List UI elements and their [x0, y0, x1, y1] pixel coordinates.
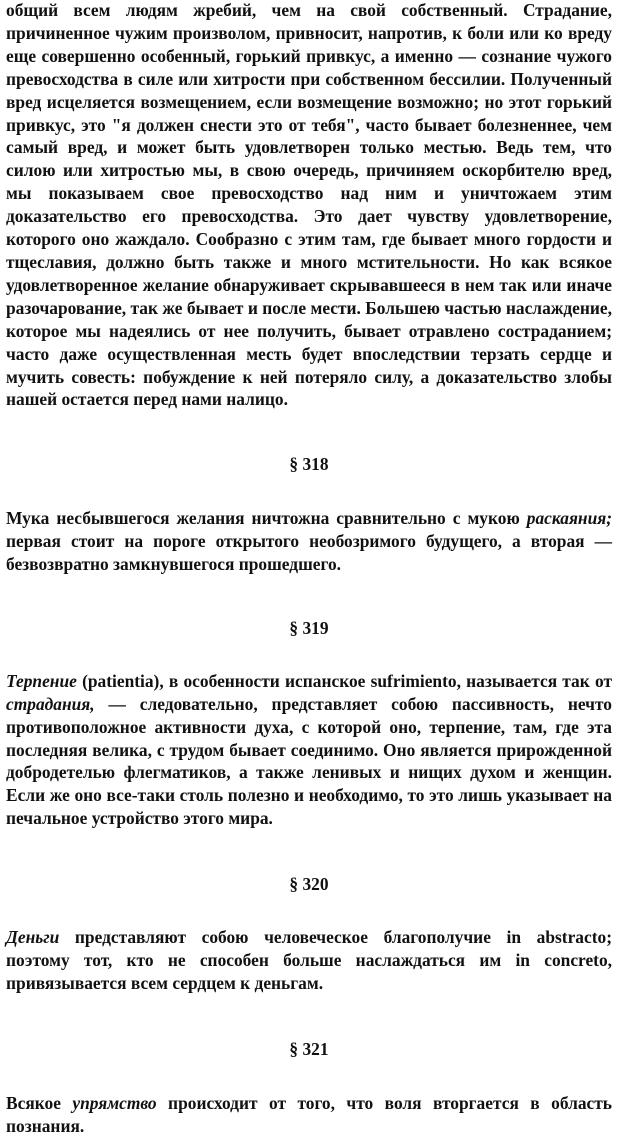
- section-321-text-after: происходит от того, что воля вторгается в область познания.: [6, 1092, 612, 1136]
- section-321-emphasis: упрямство: [72, 1092, 157, 1113]
- section-319-paragraph: [6, 670, 612, 830]
- section-318-emphasis: раскаяния;: [526, 508, 612, 529]
- section-heading-321: § 321: [289, 1038, 329, 1059]
- section-320-paragraph: [6, 926, 612, 995]
- section-320-text: представляют собою человеческое благополучие in abstracto; поэтому тот, кто не способен больше наслаждаться им in concreto, привязывается всем сердцем к деньгам.: [6, 927, 612, 993]
- section-heading-319: § 319: [289, 617, 329, 638]
- section-318-paragraph: [6, 507, 612, 576]
- section-heading-318: § 318: [289, 454, 329, 475]
- section-319-emphasis-1: Терпение: [6, 670, 77, 691]
- section-318-text-before: Мука несбывшегося желания ничтожна сравнительно с мукою: [6, 508, 527, 529]
- section-318-text-after: первая стоит на пороге открытого необозримого будущего, а вторая — безвозвратно замкнувшегося прошедшего.: [6, 531, 612, 575]
- section-319-text-1: (patientia), в особенности испанское sufrimiento, называется так от: [76, 670, 612, 691]
- intro-paragraph: общий всем людям жребий, чем на свой собственный. Страдание, причиненное чужим произволом, привносит, напротив, к боли или ко вреду еще совершенно особенный, горький привкус, а именно — сознание чужого превосходства в силе или хитрости при собственном бессилии. Полученный вред исцеляется возмещением, если возмещение возможно; но этот горький привкус, это "я должен снести это от тебя", часто бывает болезненнее, чем самый вред, и может быть удовлетворен только местью. Ведь тем, что силою или хитростью мы, в свою очередь, причиняем оскорбителю вред, мы показываем свое превосходство над ним и уничтожаем этим доказательство его превосходства. Это дает чувству удовлетворение, которого оно жаждало. Сообразно с этим там, где бывает много гордости и тщеславия, должно быть также и много мстительности. Но как всякое удовлетворенное желание обнаруживает скрывавшееся в нем так или иначе разочарование, так же бывает и после мести. Большею частью наслаждение, которое мы надеялись от нее получить, бывает отравлено состраданием; часто даже осуществленная месть будет впоследствии терзать сердце и мучить совесть: побуждение к ней потеряло силу, а доказательство злобы нашей остается перед нами налицо.: [6, 0, 612, 410]
- section-319-text-2: — следовательно, представляет собою пассивность, нечто противоположное активности духа, с которой оно, терпение, там, где эта последняя велика, с трудом бывает соединимо. Оно является прирожденной добродетелью флегматиков, а также ленивых и нищих духом и женщин. Если же оно все-таки столь полезно и необходимо, то это лишь указывает на печальное устройство этого мира.: [6, 693, 612, 829]
- section-321-text-before: Всякое: [6, 1092, 73, 1113]
- section-320-emphasis: Деньги: [6, 927, 60, 948]
- section-319-emphasis-2: страдания,: [6, 693, 95, 714]
- section-321-paragraph: [6, 1092, 612, 1138]
- section-heading-320: § 320: [289, 874, 329, 895]
